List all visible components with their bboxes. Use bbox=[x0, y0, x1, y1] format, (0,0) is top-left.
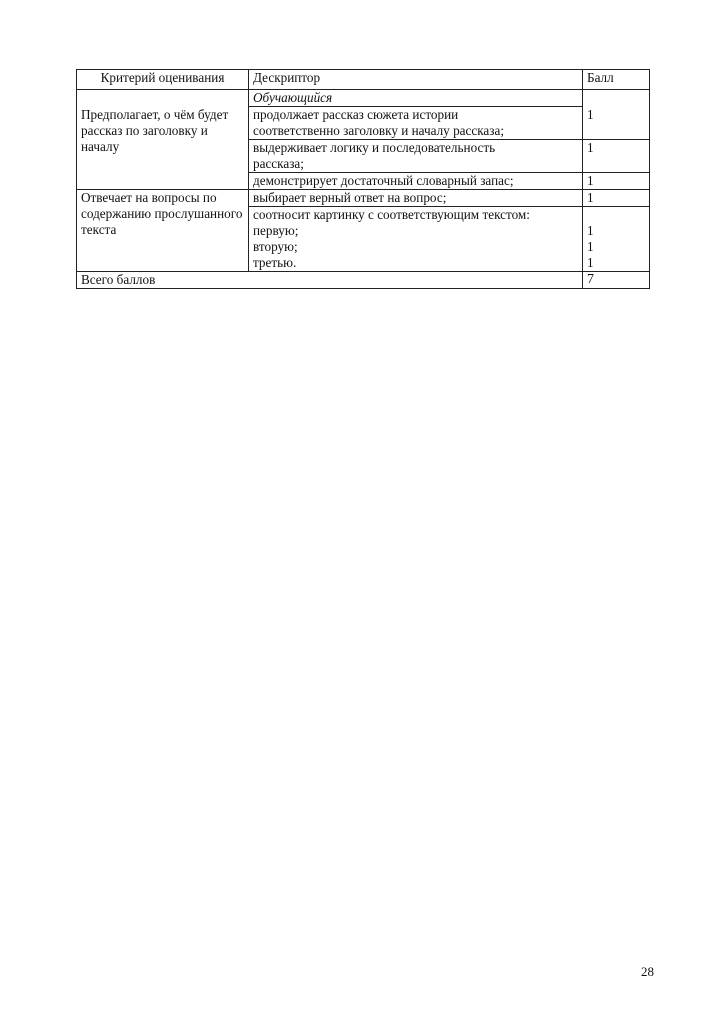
subheader-empty-right bbox=[583, 90, 650, 107]
header-score: Балл bbox=[583, 70, 650, 90]
score-cell: 1 bbox=[583, 107, 650, 140]
descriptor-line: соответственно заголовку и началу рассказа; bbox=[253, 123, 505, 138]
header-descriptor: Дескриптор bbox=[249, 70, 583, 90]
page-number: 28 bbox=[641, 964, 654, 979]
header-row bbox=[77, 70, 650, 90]
descriptor-line: продолжает рассказ сюжета истории bbox=[253, 107, 459, 122]
assessment-rubric-table bbox=[76, 69, 650, 289]
total-label: Всего баллов bbox=[77, 272, 583, 289]
descriptor-line: первую; bbox=[253, 223, 299, 238]
descriptor-cell bbox=[249, 190, 583, 207]
total-row bbox=[77, 272, 650, 289]
score-cell bbox=[583, 207, 650, 272]
descriptor-line: третью. bbox=[253, 255, 297, 270]
subheader-empty-left bbox=[77, 90, 249, 107]
descriptor-line: выдерживает логику и последовательность bbox=[253, 140, 496, 155]
descriptor-cell bbox=[249, 207, 583, 272]
score-line bbox=[587, 207, 645, 223]
table-row bbox=[77, 190, 650, 207]
descriptor-line: выбирает верный ответ на вопрос; bbox=[253, 190, 447, 205]
table-row bbox=[77, 107, 650, 140]
subheader-row bbox=[77, 90, 650, 107]
score-line: 1 bbox=[587, 255, 594, 270]
descriptor-cell bbox=[249, 140, 583, 173]
criterion-cell: Предполагает, о чём будет рассказ по заголовку и началу bbox=[77, 107, 249, 190]
descriptor-cell bbox=[249, 107, 583, 140]
descriptor-line: вторую; bbox=[253, 239, 298, 254]
score-cell: 1 bbox=[583, 190, 650, 207]
score-cell: 1 bbox=[583, 140, 650, 173]
total-score: 7 bbox=[583, 272, 650, 289]
subheader-learner: Обучающийся bbox=[249, 90, 583, 107]
score-line: 1 bbox=[587, 223, 594, 238]
descriptor-line: соотносит картинку с соответствующим текстом: bbox=[253, 207, 530, 222]
score-cell: 1 bbox=[583, 173, 650, 190]
criterion-cell: Отвечает на вопросы по содержанию прослушанного текста bbox=[77, 190, 249, 272]
descriptor-line: рассказа; bbox=[253, 156, 304, 171]
descriptor-cell bbox=[249, 173, 583, 190]
descriptor-line: демонстрирует достаточный словарный запас; bbox=[253, 173, 514, 188]
header-criterion: Критерий оценивания bbox=[77, 70, 249, 90]
score-line: 1 bbox=[587, 239, 594, 254]
